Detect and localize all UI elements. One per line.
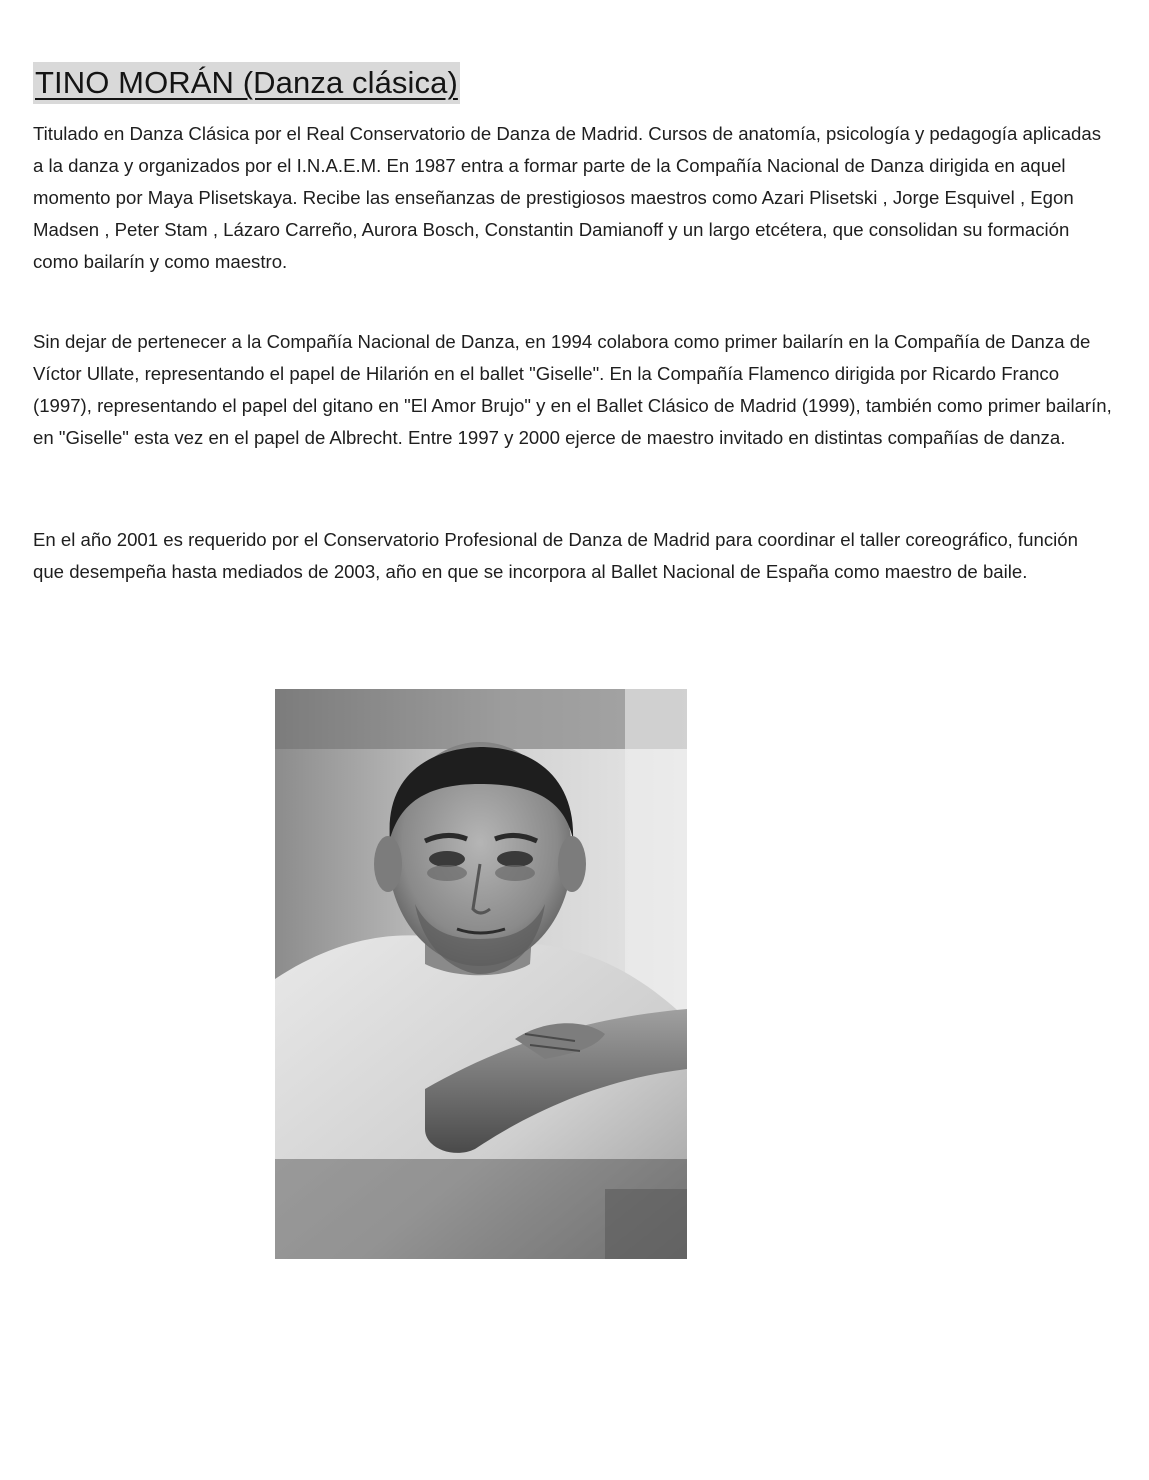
bio-paragraph-career: Sin dejar de pertenecer a la Compañía Nacional de Danza, en 1994 colabora como primer bailarín en la Compañía de Danza de Víctor Ullate, representando el papel de Hilarión en el ballet "Giselle". En la Compañía Flamenco dirigida por Ricardo Franco (1997), representando el papel del gitano en "El Amor Brujo" y en el Ballet Clásico de Madrid (1999), también como primer bailarín, en "Giselle" esta vez en el papel de Albrecht. Entre 1997 y 2000 ejerce de maestro invitado en distintas compañías de danza. [33, 331, 1112, 448]
page-title: TINO MORÁN (Danza clásica) [33, 62, 460, 104]
portrait-photo [275, 689, 687, 1259]
bio-paragraph-teaching: En el año 2001 es requerido por el Conservatorio Profesional de Danza de Madrid para coordinar el taller coreográfico, función que desempeña hasta mediados de 2003, año en que se incorpora al Ballet Nacional de España como maestro de baile. [33, 529, 1078, 582]
bio-paragraph-training: Titulado en Danza Clásica por el Real Conservatorio de Danza de Madrid. Cursos de anatomía, psicología y pedagogía aplicadas a la danza y organizados por el I.N.A.E.M. En 1987 entra a formar parte de la Compañía Nacional de Danza dirigida en aquel momento por Maya Plisetskaya. Recibe las enseñanzas de prestigiosos maestros como Azari Plisetski , Jorge Esquivel , Egon Madsen , Peter Stam , Lázaro Carreño, Aurora Bosch, Constantin Damianoff y un largo etcétera, que consolidan su formación como bailarín y como maestro. [33, 123, 1102, 272]
